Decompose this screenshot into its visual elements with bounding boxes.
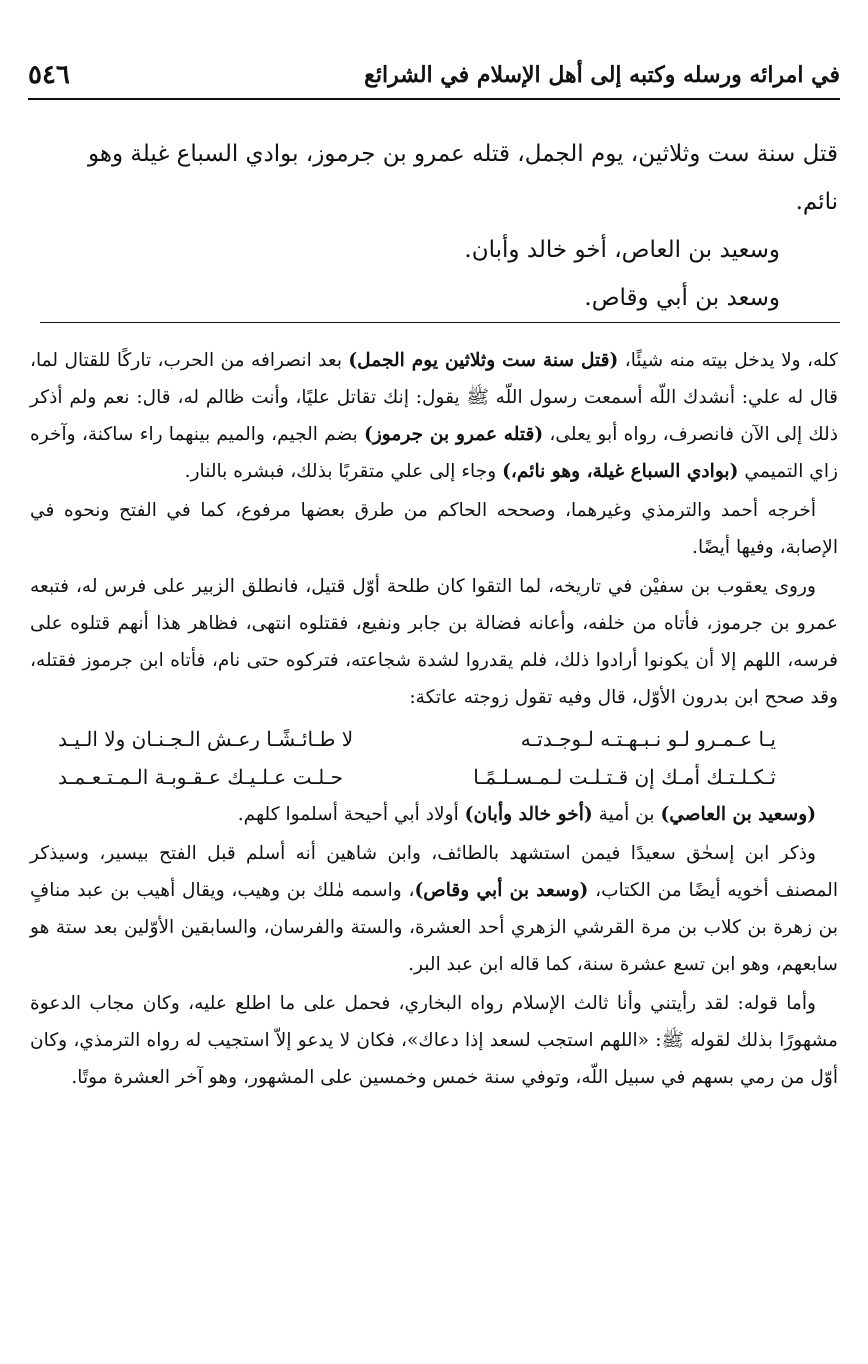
main-text-line: نائم.	[795, 189, 838, 215]
main-text-line: وسعد بن أبي وقاص.	[584, 285, 780, 311]
page-header	[28, 58, 840, 100]
running-title: في امرائه ورسله وكتبه إلى أهل الإسلام في الشرائع	[364, 62, 840, 88]
commentary-text: بضم الجيم، والميم بينهما راء ساكنة، وآخره زاي التميمي	[30, 424, 838, 482]
quoted-matn: (قتله عمرو بن جرموز)	[364, 424, 544, 445]
commentary-paragraph: وأما قوله: لقد رأيتني وأنا ثالث الإسلام رواه البخاري، فحمل على ما اطلع عليه، وكان مجاب الدعوة مشهورًا بذلك لقوله ﷺ: «اللهم استجب لسعد إذا دعاك»، فكان لا يدعو إلاّ استجيب له رواه الترمذي، وكان أوّل من رمي بسهم في سبيل اللّه، وتوفي سنة خمس وخمسين على المشهور، وهو آخر العشرة موتًا.	[30, 993, 838, 1088]
commentary-paragraph	[30, 796, 838, 833]
commentary-paragraph	[30, 835, 838, 983]
quoted-matn: (وسعد بن أبي وقاص)	[414, 880, 589, 901]
commentary-paragraph	[30, 342, 838, 490]
main-text-line: وسعيد بن العاص، أخو خالد وأبان.	[464, 237, 780, 263]
poem-hemistich-right: ثـكـلـتـك أمـك إن قـتـلـت لـمـسـلـمًـا	[473, 765, 776, 789]
poem-hemistich-right: يـا عـمـرو لـو نـبـهـتـه لـوجـدتـه	[520, 727, 776, 751]
commentary-text: وجاء إلى علي متقربًا بذلك، فبشره بالنار.	[184, 461, 503, 482]
quoted-matn: (بوادي السباع غيلة، وهو نائم،)	[502, 461, 739, 482]
quoted-matn: (قتل سنة ست وثلاثين يوم الجمل)	[348, 350, 619, 371]
commentary-paragraph: وروى يعقوب بن سفيْن في تاريخه، لما التقوا كان طلحة أوّل قتيل، فانطلق الزبير على فرس له، فتبعه عمرو بن جرموز، فأتاه من خلفه، وأعانه فضالة بن جابر ونفيع، فقتلوه انتهى، فظاهر هذا أنهم قتلوه على فرسه، اللهم إلا أن يكونوا أرادوا ذلك، فلم يقدروا لشدة شجاعته، فتركوه حتى نام، فأتاه ابن جرموز فقتله، وقد صحح ابن بدرون الأوّل، قال وفيه تقول زوجته عاتكة:	[30, 576, 838, 708]
poem-hemistich-left: حـلـت عـلـيـك عـقـوبـة الـمـتـعـمـد	[58, 765, 343, 789]
commentary	[30, 342, 838, 1098]
poem-verse	[30, 720, 838, 758]
poem-verse	[30, 758, 838, 796]
commentary-text: بعد انصرافه من الحرب، تاركًا للقتال لما، قال له علي: أنشدك اللّه أسمعت رسول اللّه ﷺ يقول: إنك تقاتل عليًا، وأنت ظالم له، قال: نعم ولم أذكر ذلك إلى الآن فانصرف، رواه أبو يعلى،	[30, 350, 838, 445]
poem-hemistich-left: لا طـائـشًـا رعـش الـجـنـان ولا الـيـد	[58, 727, 354, 751]
commentary-text: وذكر ابن إسحٰق سعيدًا فيمن استشهد بالطائف، وابن شاهين أنه أسلم قبل الفتح بيسير، وسيذكر المصنف أخويه أيضًا من الكتاب،	[30, 843, 838, 901]
poem	[30, 720, 838, 796]
divider	[40, 322, 840, 323]
commentary-text: ، واسمه مٰلك بن وهيب، ويقال أهيب بن عبد منافٍ بن زهرة بن كلاب بن مرة القرشي الزهري أحد العشرة، والستة والفرسان، والسابقين الأوّلين بعد ستة هو سابعهم، وهو ابن تسع عشرة سنة، كما قاله ابن عبد البر.	[30, 880, 838, 975]
commentary-text: بن أمية	[592, 804, 661, 825]
quoted-matn: (وسعيد بن العاصي)	[660, 804, 816, 825]
main-text-line: قتل سنة ست وثلاثين، يوم الجمل، قتله عمرو بن جرموز، بوادي السباع غيلة وهو	[88, 141, 838, 167]
quoted-matn: (أخو خالد وأبان)	[464, 804, 593, 825]
commentary-text: كله، ولا يدخل بيته منه شيئًا،	[618, 350, 839, 371]
main-text	[30, 130, 838, 322]
page-number: ٥٤٦	[28, 60, 70, 90]
commentary-text: أولاد أبي أحيحة أسلموا كلهم.	[237, 804, 465, 825]
commentary-paragraph: أخرجه أحمد والترمذي وغيرهما، وصححه الحاكم من طرق بعضها مرفوع، كما في الفتح ونحوه في الإصابة، وفيها أيضًا.	[30, 500, 838, 558]
